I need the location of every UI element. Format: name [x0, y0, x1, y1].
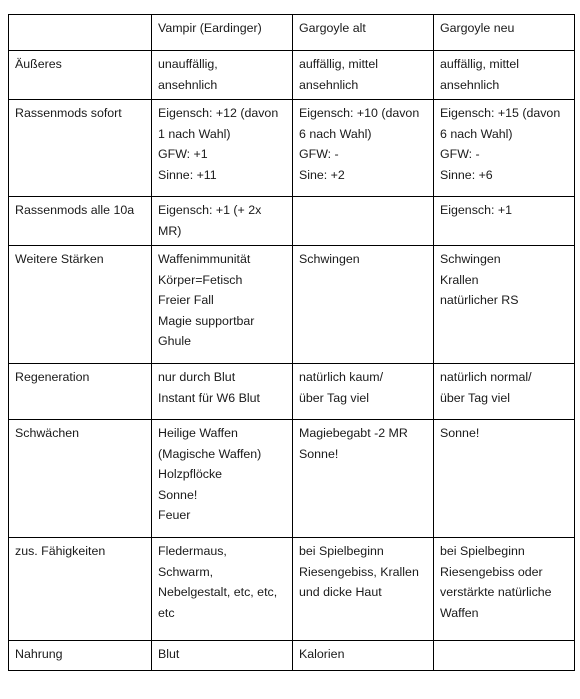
table-cell [293, 538, 434, 641]
table-row [9, 197, 575, 246]
cell-text-line: verstärkte natürliche [440, 585, 552, 599]
row-label-text: Weitere Stärken [15, 252, 104, 266]
row-label [9, 364, 152, 420]
cell-text-line: Instant für W6 Blut [158, 390, 260, 405]
cell-text-line: natürlicher RS [440, 293, 519, 307]
row-label-text: zus. Fähigkeiten [15, 544, 106, 558]
row-label-text: Rassenmods alle 10a [15, 203, 135, 217]
cell-text-line: Waffenimmunität [158, 252, 251, 266]
cell-text-line: Magiebegabt -2 MR [299, 426, 408, 440]
table-cell [434, 246, 575, 364]
column-header [9, 15, 152, 51]
table-cell [152, 538, 293, 641]
table-cell [293, 197, 434, 246]
cell-text-line: bei Spielbeginn [440, 544, 525, 558]
table-cell [434, 364, 575, 420]
cell-text-line: Krallen [440, 272, 479, 287]
table-row [9, 538, 575, 641]
column-header [152, 15, 293, 51]
row-label [9, 51, 152, 100]
cell-text-line: Fledermaus, [158, 544, 227, 558]
table-cell [152, 364, 293, 420]
table-body [9, 15, 575, 671]
cell-text-line: Magie supportbar [158, 313, 255, 328]
cell-text-line: Ghule [158, 334, 192, 348]
row-label [9, 197, 152, 246]
table-cell [434, 51, 575, 100]
table-cell [434, 197, 575, 246]
cell-text-line: Sonne! [440, 426, 480, 440]
table-cell [152, 51, 293, 100]
cell-text-line: unauffällig, [158, 57, 218, 71]
row-label-text: Schwächen [15, 426, 80, 440]
cell-text-line: auffällig, mittel [440, 57, 519, 71]
cell-text-line: 6 nach Wahl) [440, 126, 513, 141]
cell-text-line: Eigensch: +1 (+ 2x [158, 203, 262, 217]
cell-text-line: GFW: - [299, 147, 339, 161]
cell-text-line: ansehnlich [299, 77, 359, 92]
cell-text-line: bei Spielbeginn [299, 544, 384, 558]
comparison-table [8, 14, 575, 671]
cell-text-line: auffällig, mittel [299, 57, 378, 71]
table-cell [152, 420, 293, 538]
row-label [9, 100, 152, 197]
cell-text-line: Riesengebiss oder [440, 564, 543, 579]
table-cell [293, 100, 434, 197]
cell-text-line: Blut [158, 647, 180, 661]
cell-text-line: Eigensch: +10 (davon [299, 106, 420, 120]
row-label [9, 641, 152, 671]
header-row [9, 15, 575, 51]
cell-text-line: ansehnlich [158, 77, 218, 92]
table-row [9, 641, 575, 671]
table-cell [152, 197, 293, 246]
table-cell [293, 641, 434, 671]
table-cell [152, 100, 293, 197]
cell-text-line: Nebelgestalt, etc, etc, [158, 585, 278, 599]
cell-text-line: über Tag viel [440, 390, 511, 405]
cell-text-line: (Magische Waffen) [158, 446, 262, 461]
cell-text-line: Sonne! [299, 446, 339, 461]
cell-text-line: Eigensch: +1 [440, 203, 512, 217]
cell-text-line: Feuer [158, 508, 191, 522]
table-row [9, 100, 575, 197]
cell-text-line: Holzpflöcke [158, 467, 223, 481]
cell-text-line: 6 nach Wahl) [299, 126, 372, 141]
cell-text-line: Schwingen [440, 252, 501, 266]
column-header-label: Vampir (Eardinger) [158, 21, 262, 35]
row-label-text: Nahrung [15, 647, 63, 661]
cell-text-line: 1 nach Wahl) [158, 126, 231, 141]
table-cell [434, 641, 575, 671]
cell-text-line: Kalorien [299, 647, 345, 661]
cell-text-line: GFW: +1 [158, 147, 208, 161]
column-header-label: Gargoyle alt [299, 21, 366, 35]
cell-text-line: Schwingen [299, 252, 360, 266]
cell-text-line: MR) [158, 223, 182, 238]
table-row [9, 51, 575, 100]
table-cell [293, 420, 434, 538]
cell-text-line: Waffen [440, 605, 479, 620]
row-label [9, 246, 152, 364]
row-label [9, 538, 152, 641]
cell-text-line: Riesengebiss, Krallen [299, 564, 419, 579]
row-label-text: Äußeres [15, 57, 62, 71]
row-label-text: Regeneration [15, 370, 90, 384]
cell-text-line: natürlich kaum/ [299, 370, 384, 384]
cell-text-line: und dicke Haut [299, 585, 382, 599]
table-cell [434, 420, 575, 538]
cell-text-line: Eigensch: +15 (davon [440, 106, 561, 120]
cell-text-line: ansehnlich [440, 77, 500, 92]
table-cell [434, 100, 575, 197]
table-cell [293, 246, 434, 364]
column-header [293, 15, 434, 51]
table-cell [293, 51, 434, 100]
column-header-label: Gargoyle neu [440, 21, 515, 35]
table-cell [152, 246, 293, 364]
table-cell [293, 364, 434, 420]
cell-text-line: natürlich normal/ [440, 370, 532, 384]
column-header [434, 15, 575, 51]
cell-text-line: Körper=Fetisch [158, 272, 243, 287]
cell-text-line: Schwarm, [158, 564, 214, 579]
cell-text-line: über Tag viel [299, 390, 370, 405]
table-row [9, 246, 575, 364]
cell-text-line: Sinne: +6 [440, 167, 493, 182]
cell-text-line: Heilige Waffen [158, 426, 238, 440]
cell-text-line: Sinne: +11 [158, 167, 217, 182]
table-row [9, 420, 575, 538]
cell-text-line: nur durch Blut [158, 370, 236, 384]
cell-text-line: Sine: +2 [299, 167, 345, 182]
row-label [9, 420, 152, 538]
row-label-text: Rassenmods sofort [15, 106, 122, 120]
table-cell [152, 641, 293, 671]
table-row [9, 364, 575, 420]
cell-text-line: Freier Fall [158, 293, 214, 307]
cell-text-line: etc [158, 605, 175, 620]
table-cell [434, 538, 575, 641]
cell-text-line: GFW: - [440, 147, 480, 161]
cell-text-line: Sonne! [158, 487, 198, 502]
cell-text-line: Eigensch: +12 (davon [158, 106, 279, 120]
